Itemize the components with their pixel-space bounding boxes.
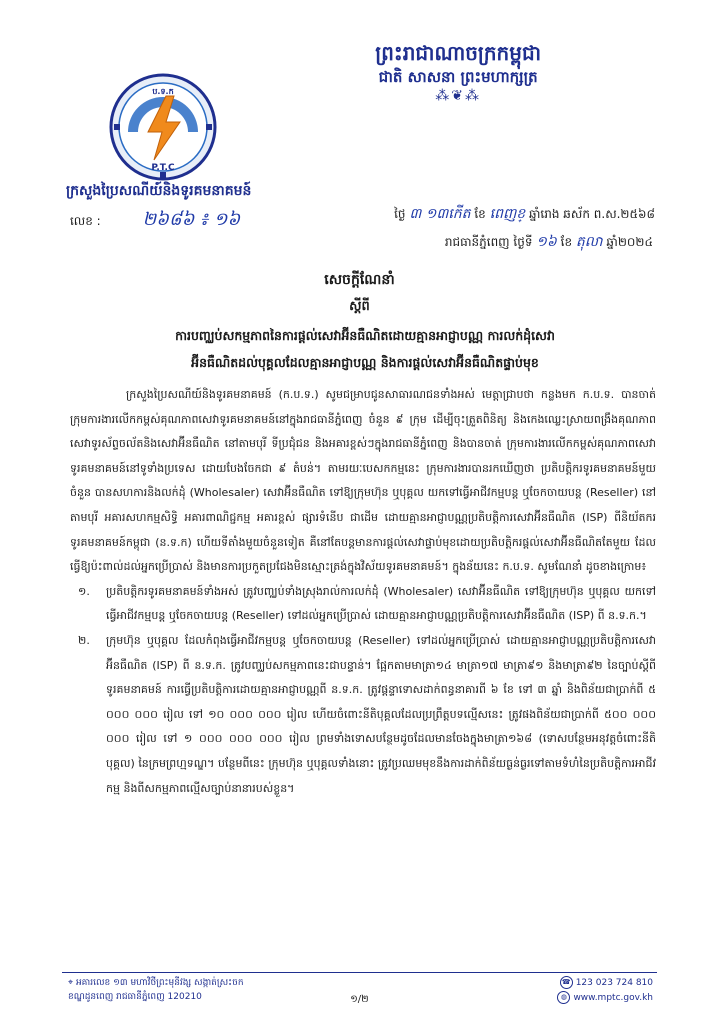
ornament: ⁂❦⁂ [435, 88, 481, 104]
address-line-2: ខណ្ឌដូនពេញ រាជធានីភ្នំពេញ 120210 [68, 992, 202, 1002]
reference-number-line [70, 207, 240, 234]
intro-paragraph: ក្រសួងប្រៃសណីយ៍និងទូរគមនាគមន៍ (ក.ប.ទ.) សូមជម្រាបជូនសាធារណជនទាំងអស់ មេត្តាជ្រាបថា កន្លងមក ក.ប.ទ. បានចាត់ ក្រុមការងារលើកកម្ពស់គុណភាពសេវាទូរគមនាគមន៍នៅក្នុងរាជធានីភ្នំពេញ ចំនួន ៩ ក្រុម ដើម្បីចុះត្រួតពិនិត្យ និងកេងឈ្លេះស្រាយពង្រឹងគុណភាពសេវាទូរស័ព្ទចល័តនិងសេវាអ៊ីនធឺណិត នៅតាមបុរី ទីប្រជុំជន និងអគារខ្ពស់ៗក្នុងរាជធានីភ្នំពេញ និងបានចាត់ ក្រុមការងារលើកកម្ពស់គុណភាពសេវាទូរគមនាគមន៍នៅទូទាំងប្រទេស ដោយបែងចែកជា ៩ តំបន់។ តាមរយៈបេសកកម្មនេះ ក្រុមការងារបានរកឃើញថា ប្រតិបត្តិករទូរគមនាគមន៍មួយចំនួន បានសហការនិងលក់ដុំ (Wholesaler) សេវាអ៊ីនធឺណិត ទៅឱ្យក្រុមហ៊ុន ឬបុគ្គល យកទៅធ្វើអាជីវកម្មបន្ត ឬចែកចាយបន្ត (Reseller) នៅតាមបុរី អគារសហកម្មសិទ្ធិ អគារពាណិជ្ជកម្ម អគារខ្ពស់ ផ្សារទំនើប ជាដើម ដោយគ្មានអាជ្ញាបណ្ណប្រតិបត្តិការសេវាអ៊ីនធឺណិត (ISP) ពីនិយ័តករទូរគមនាគមន៍កម្ពុជា (ន.ទ.ក) ហើយទីតាំងមួយចំនួនទៀត គឺនៅតែបន្តមានការផ្តល់សេវាផ្ទាប់មុខដោយប្រតិបត្តិករផ្តល់សេវាអ៊ីនធឺណិតតែមួយ ដែលធ្វើឱ្យប៉ះពាល់ដល់អ្នកប្រើប្រាស់ និងមានការប្រកួតប្រជែងមិនស្មោះត្រង់ក្នុងវិស័យទូរគមនាគមន៍។ ក្នុងន័យនេះ ក.ប.ទ. សូមណែនាំ ដូចខាងក្រោម៖ [70, 388, 656, 574]
lunar-year: ឆ្នាំរោង ឆស័ក ព.ស.២៥៦៨ [529, 207, 655, 221]
solar-date-prefix: រាជធានីភ្នំពេញ ថ្ងៃទី [444, 235, 533, 249]
item-number: ២. [78, 633, 90, 647]
lunar-date [394, 204, 655, 225]
kingdom-header [375, 40, 541, 104]
item-number: ១. [78, 584, 90, 598]
solar-month: តុលា [575, 234, 603, 250]
phone-number: 123 023 724 810 [575, 978, 653, 988]
national-motto: ជាតិ សាសនា ព្រះមហាក្សត្រ [378, 68, 538, 86]
footer-divider [62, 972, 657, 973]
logo-letters-bottom: P.T.C [151, 163, 175, 173]
ministry-name: ក្រសួងប្រៃសណីយ៍និងទូរគមនាគមន៍ [66, 183, 252, 199]
item-text: ប្រតិបត្តិករទូរគមនាគមន៍ទាំងអស់ ត្រូវបញ្ឈប់ទាំងស្រុងរាល់ការលក់ដុំ (Wholesaler) សេវាអ៊ីនធឺណិត ទៅឱ្យក្រុមហ៊ុន ឬបុគ្គល យកទៅធ្វើអាជីវកម្មបន្ត ឬចែកចាយបន្ត (Reseller) ទៅដល់អ្នកប្រើប្រាស់ ដោយគ្មានអាជ្ញាបណ្ណប្រតិបត្តិការសេវាអ៊ីនធឺណិត (ISP) ពី ន.ទ.ក.។ [106, 584, 656, 623]
lunar-date-day: ៣ ១៣កើត [409, 206, 471, 222]
solar-date [445, 232, 653, 253]
solar-day: ១៦ [536, 234, 557, 250]
lunar-month: ពេញខ្ [489, 206, 526, 222]
lunar-date-prefix: ថ្ងៃ [394, 207, 406, 221]
page-number: ១/២ [350, 994, 369, 1005]
list-item [70, 580, 656, 629]
ref-label: លេខ : [70, 214, 101, 228]
location-pin-icon: ⌖ [68, 978, 74, 988]
logo-letters-top: ប.ទ.ក [152, 87, 174, 96]
title-line-1: ការបញ្ឈប់សកម្មភាពនៃការផ្តល់សេវាអ៊ីនធឺណិតដោយគ្មានអាជ្ញាបណ្ណ ការលក់ដុំសេវា [175, 328, 555, 343]
document-title [70, 322, 660, 376]
subject-word: ស្តីពី [349, 299, 370, 314]
list-item [70, 629, 656, 801]
website-link[interactable]: www.mptc.gov.kh [573, 993, 653, 1003]
ref-number: ២៦៨៦ ៖ ១៦ [142, 209, 241, 230]
kingdom-title: ព្រះរាជាណាចក្រកម្ពុជា [375, 41, 541, 65]
globe-icon: ◍ [557, 991, 570, 1004]
item-text: ក្រុមហ៊ុន ឬបុគ្គល ដែលកំពុងធ្វើអាជីវកម្មបន្ត ឬចែកចាយបន្ត (Reseller) ទៅដល់អ្នកប្រើប្រាស់ ដោយគ្មានអាជ្ញាបណ្ណប្រតិបត្តិការសេវាអ៊ីនធឺណិត (ISP) ពី ន.ទ.ក. ត្រូវបញ្ឈប់សកម្មភាពនេះជាបន្ទាន់។ ផ្អែកតាមមាត្រា១៤ មាត្រា១៧ មាត្រា៩១ និងមាត្រា៩២ នៃច្បាប់ស្តីពីទូរគមនាគមន៍ ការធ្វើប្រតិបត្តិការដោយគ្មានអាជ្ញាបណ្ណពី ន.ទ.ក. ត្រូវផ្តន្ទាទោសដាក់ពន្ធនាគារពី ៦ ខែ ទៅ ៣ ឆ្នាំ និងពិន័យជាប្រាក់ពី ៥ ០០០ ០០០ រៀល ទៅ ១០ ០០០ ០០០ រៀល ហើយចំពោះនីតិបុគ្គលដែលប្រព្រឹត្តបទល្មើសនេះ ត្រូវផងពិន័យជាប្រាក់ពី ៥០០ ០០០ ០០០ រៀល ទៅ ១ ០០០ ០០០ ០០០ រៀល ព្រមទាំងទោសបន្ថែមដូចដែលមានចែងក្នុងមាត្រា១៦៨ (ទោសបន្ថែមអនុវត្តចំពោះនីតិបុគ្គល) នៃក្រមព្រហ្មទណ្ឌ។ បន្ថែមពីនេះ ក្រុមហ៊ុន ឬបុគ្គលទាំងនោះ ត្រូវប្រឈមមុខនឹងការដាក់ពិន័យធ្ងន់ធ្ងរទៅតាមទំហំនៃប្រតិបត្តិការអាជីវកម្ម និងពីសកម្មភាពល្មើសច្បាប់នានារបស់ខ្លួន។ [106, 633, 656, 795]
ministry-logo [108, 72, 218, 182]
lunar-month-label: ខែ [474, 207, 486, 221]
instruction-list [70, 580, 656, 801]
title-line-2: អ៊ីនធឺណិតដល់បុគ្គលដែលគ្មានអាជ្ញាបណ្ណ និងការផ្តល់សេវាអ៊ីនធឺណិតផ្ទាប់មុខ [191, 355, 539, 370]
document-type: សេចក្តីណែនាំ [324, 272, 395, 288]
solar-year: ឆ្នាំ២០២៤ [606, 235, 653, 249]
phone-icon: ☎ [560, 976, 573, 989]
address-line-1: អគារលេខ ១៣ មហាវិថីព្រះមុនីវង្ស សង្កាត់ស្រះចក [75, 978, 244, 988]
solar-month-label: ខែ [560, 235, 573, 249]
document-body [70, 383, 656, 801]
